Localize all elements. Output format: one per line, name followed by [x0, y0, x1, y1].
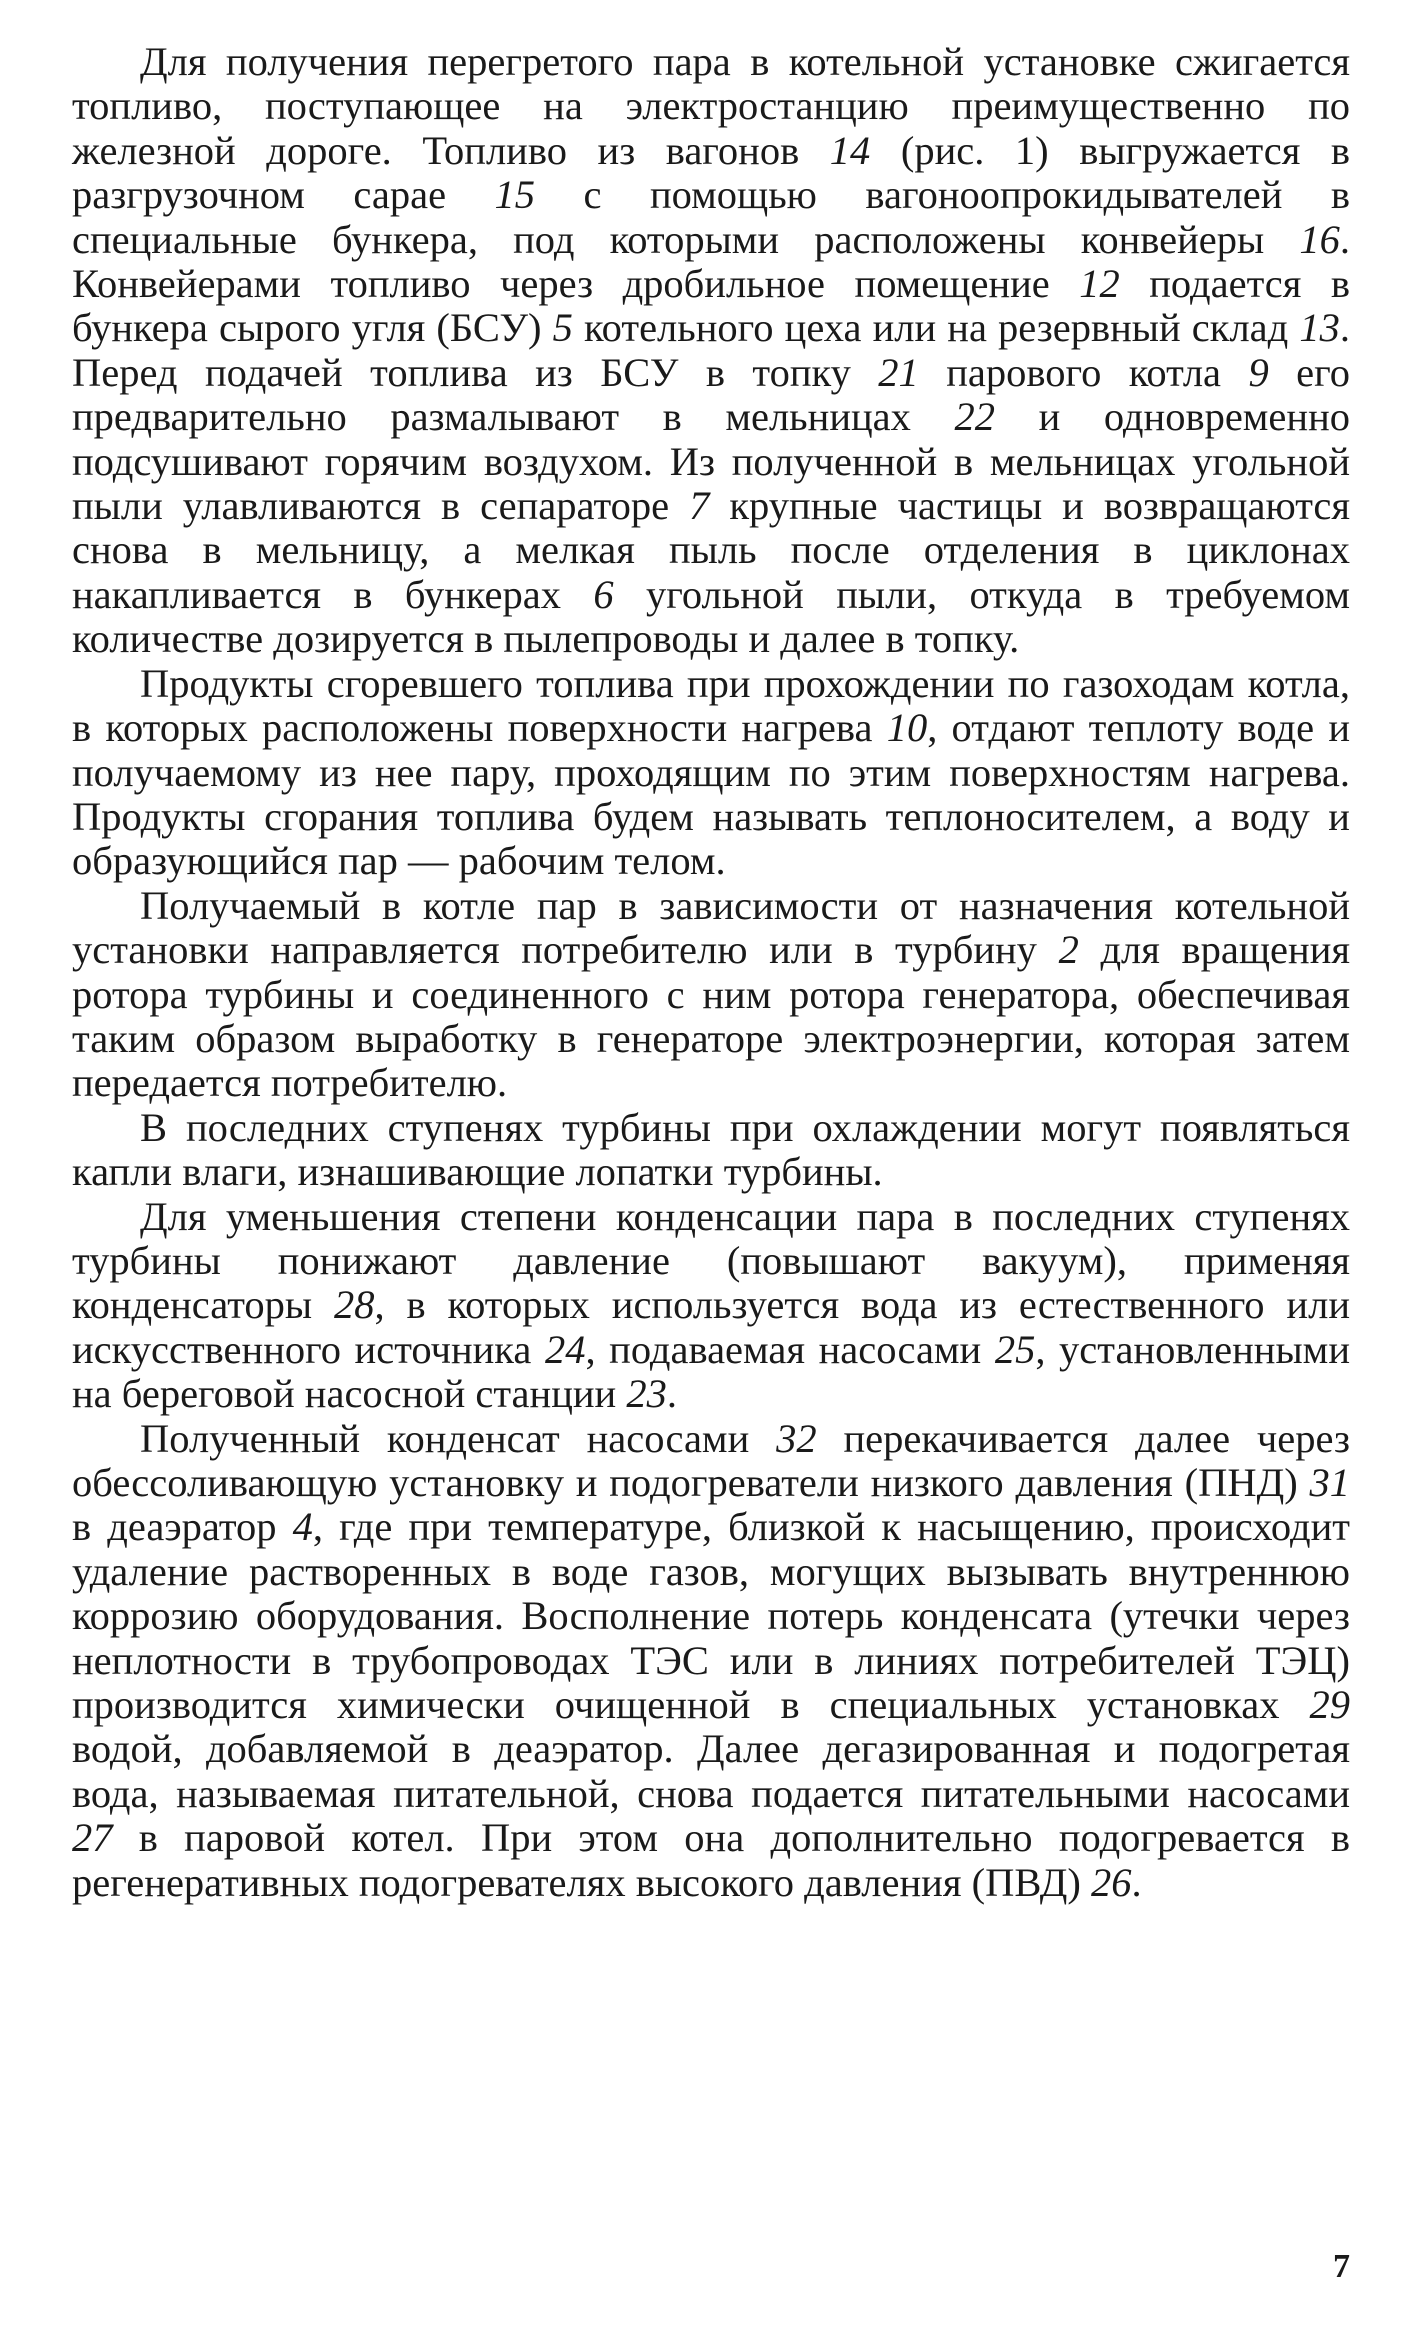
paragraph-text: перекачивается далее через обессоливающую установку и подогреватели низкого давления (ПНД): [72, 1415, 1350, 1505]
paragraph-text: Продукты сгоревшего топлива при прохождении по газоходам котла, в которых расположены поверхности нагрева: [72, 660, 1350, 751]
figure-reference-number: 4: [292, 1504, 313, 1550]
paragraph-text: , где при температуре, близкой к насыщению, происходит удаление растворенных в воде газов, могущих вызывать внутреннюю коррозию оборудования. Восполнение потерь конденсата (утечки через неплотности в трубопроводах ТЭС или в линиях потребителей ТЭЦ) производится химически очищенной в специальных установках: [72, 1504, 1350, 1728]
paragraph-text: В последних ступенях турбины при охлаждении могут появляться капли влаги, изнашивающие лопатки турбины.: [72, 1104, 1350, 1195]
figure-reference-number: 6: [593, 571, 614, 617]
figure-reference-number: 14: [829, 127, 871, 173]
paragraph: [72, 1417, 1350, 1905]
paragraph-text: и одновременно подсушивают горячим воздухом. Из полученной в мельницах угольной пыли улавливаются в сепараторе: [72, 394, 1350, 529]
figure-reference-number: 21: [878, 349, 919, 395]
figure-reference-number: 27: [72, 1815, 113, 1861]
figure-reference-number: 26: [1091, 1859, 1132, 1905]
paragraph: [72, 1195, 1350, 1417]
paragraph-text: с помощью вагоноопрокидывателей в специальные бункера, под которыми расположены конвейеры: [72, 172, 1350, 262]
figure-reference-number: 31: [1309, 1460, 1350, 1505]
figure-reference-number: 29: [1309, 1682, 1350, 1728]
paragraph-text: .: [1131, 1859, 1142, 1905]
figure-reference-number: 16: [1299, 216, 1340, 262]
figure-reference-number: 23: [626, 1371, 667, 1417]
paragraph-text: его предварительно размалывают в мельницах: [72, 349, 1350, 440]
page-body: [72, 40, 1350, 1905]
figure-reference-number: 25: [994, 1326, 1036, 1372]
paragraph-text: подается в бункера сырого угля (БСУ): [72, 261, 1350, 351]
paragraph: [72, 884, 1350, 1106]
page-number: 7: [1333, 2248, 1350, 2285]
paragraph-text: Полученный конденсат насосами: [140, 1415, 777, 1461]
paragraph-text: для вращения ротора турбины и соединенного с ним ротора генератора, обеспечивая таким образом выработку в генераторе электроэнергии, которая затем передается потребителю.: [72, 927, 1350, 1106]
paragraph-text: . Перед подачей топлива из БСУ в топку: [72, 305, 1350, 395]
paragraph-text: , отдают теплоту воде и получаемому из нее пару, проходящим по этим поверхностям нагрева. Продукты сгорания топлива будем называть теплоносителем, а воду и образующийся пар — рабочим телом.: [72, 705, 1350, 884]
paragraph: [72, 662, 1350, 884]
figure-reference-number: 32: [776, 1415, 817, 1461]
paragraph-text: крупные частицы и возвращаются снова в мельницу, а мелкая пыль после отделения в циклонах накапливается в бункерах: [72, 483, 1350, 617]
paragraph-text: .: [666, 1371, 677, 1417]
figure-reference-number: 10: [886, 705, 928, 751]
paragraph: [72, 1106, 1350, 1195]
figure-reference-number: 15: [494, 172, 536, 218]
paragraph-text: Получаемый в котле пар в зависимости от назначения котельной установки направляется потребителю или в турбину: [72, 882, 1350, 973]
paragraph-text: , установленными на береговой насосной станции: [72, 1326, 1350, 1417]
paragraph-text: парового котла: [918, 349, 1249, 395]
figure-reference-number: 13: [1299, 305, 1340, 351]
paragraph-text: (рис. 1) выгружается в разгрузочном сарае: [72, 127, 1351, 218]
paragraph-text: в деаэратор: [72, 1504, 293, 1550]
paragraph-text: , подаваемая насосами: [585, 1326, 995, 1372]
paragraph-text: Для уменьшения степени конденсации пара в последних ступенях турбины понижают давление (повышают вакуум), применяя конденсаторы: [72, 1193, 1350, 1328]
paragraph-text: в паровой котел. При этом она дополнительно подогревается в регенеративных подогревателях высокого давления (ПВД): [72, 1815, 1350, 1905]
figure-reference-number: 5: [552, 305, 573, 351]
figure-reference-number: 12: [1079, 261, 1120, 307]
paragraph-text: угольной пыли, откуда в требуемом количестве дозируется в пылепроводы и далее в топку.: [72, 571, 1351, 662]
paragraph: [72, 40, 1350, 662]
paragraph-text: . Конвейерами топливо через дробильное помещение: [72, 216, 1350, 307]
figure-reference-number: 22: [954, 394, 995, 440]
figure-reference-number: 9: [1248, 349, 1269, 395]
figure-reference-number: 2: [1058, 927, 1079, 973]
figure-reference-number: 24: [544, 1326, 586, 1372]
paragraph-text: водой, добавляемой в деаэратор. Далее дегазированная и подогретая вода, называемая питательной, снова подается питательными насосами: [72, 1726, 1350, 1816]
paragraph-text: Для получения перегретого пара в котельной установке сжигается топливо, поступающее на электростанцию преимущественно по железной дороге. Топливо из вагонов: [72, 39, 1350, 173]
figure-reference-number: 7: [689, 483, 710, 529]
paragraph-text: котельного цеха или на резервный склад: [572, 305, 1300, 351]
paragraph-text: , в которых используется вода из естественного или искусственного источника: [72, 1282, 1350, 1372]
figure-reference-number: 28: [333, 1282, 375, 1328]
